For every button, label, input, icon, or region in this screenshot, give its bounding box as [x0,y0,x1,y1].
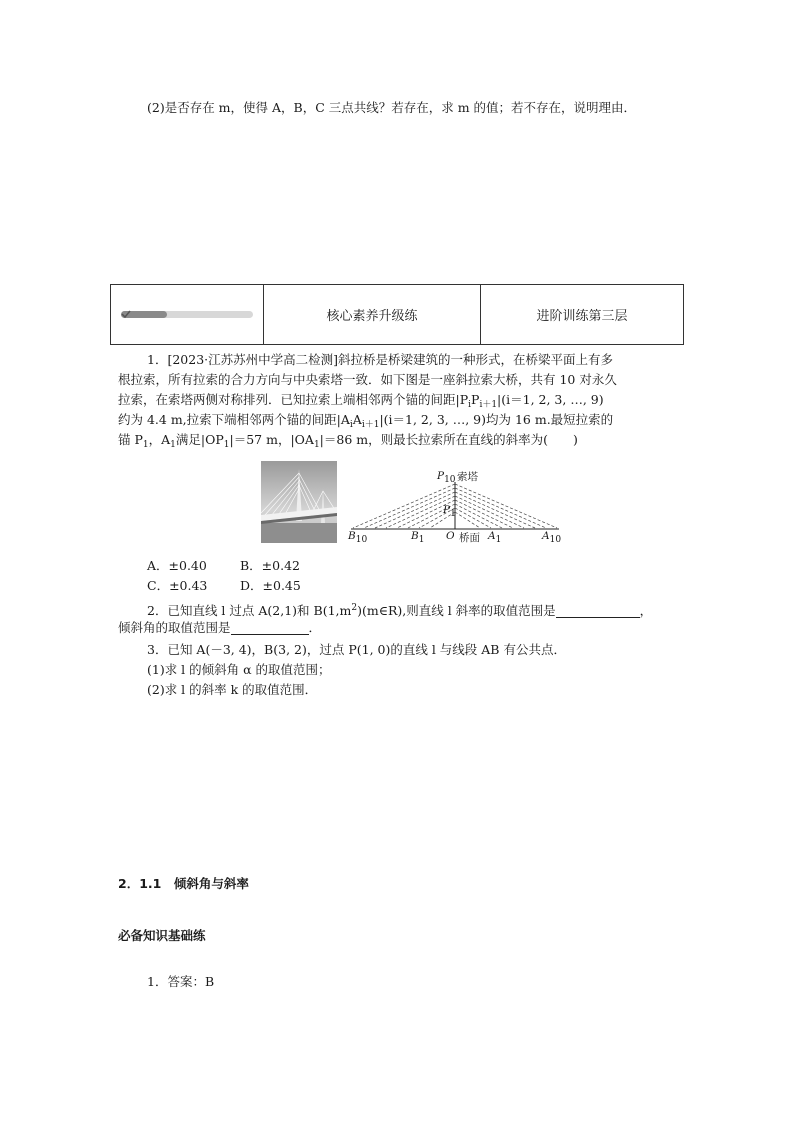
cable-diagram [345,468,565,546]
p3-line-2: (1)求 l 的倾斜角 α 的取值范围； [147,662,331,677]
p1-line-4: 约为 4.4 m,拉索下端相邻两个锚的间距$|A_iA_{i+1}|(i=1$, 2, 3, …, 9)均为 16 m.最短拉索的 [118,412,614,430]
choice-d: D．±0.45 [240,578,301,593]
label-deck: 桥面 [459,532,480,544]
progress-bar-icon [117,308,257,322]
choice-a: A．±0.40 [147,558,207,573]
answer-section-title: 2．1.1 倾斜角与斜率 [118,876,249,891]
p1-line-1: 1．[2023·江苏苏州中学高二检测]斜拉桥是桥梁建筑的一种形式，在桥梁平面上有多 [147,352,613,367]
p3-line-1: 3．已知 A(－3, 4)，B(3, 2)，过点 P(1, 0)的直线 l 与线段 AB 有公共点． [147,642,566,657]
answer-blank-2 [231,620,309,635]
p2-line-1: 2．已知直线 l 过点 A(2,1)和 $B(1,m^2)(m\in R)$,则直线 l 斜率的取值范围是 ， [147,603,653,618]
choice-c: C．±0.43 [147,578,208,593]
label-a10: A10 [542,530,562,545]
p1-line-2: 根拉索，所有拉索的合力方向与中央索塔一致．如下图是一座斜拉索大桥，共有 10 对永久 [118,372,617,387]
banner-level: 进阶训练第三层 [536,309,628,324]
label-p1: P1 [443,504,456,519]
answer-subsection-title: 必备知识基础练 [118,928,206,943]
label-tower: 索塔 [457,471,478,483]
label-o: O [446,530,455,542]
progress-graphic [111,285,264,344]
p2-line-2: 倾斜角的取值范围是 ． [118,620,322,635]
label-a1: A1 [488,530,502,545]
choice-b: B．±0.42 [240,558,300,573]
question-2-part-2: (2)是否存在 m，使得 A，B，C 三点共线？若存在，求 m 的值；若不存在，说明理由． [147,100,637,115]
answer-1: 1．答案：B [147,974,215,989]
label-p10: P10 [437,470,456,485]
answer-blank-1 [556,603,640,618]
bridge-photo-image [261,461,337,543]
p1-line-3: 拉索，在索塔两侧对称排列．已知拉索上端相邻两个锚的间距$|P_iP_{i+1}|(i=1$, 2, 3, …, 9) [118,392,604,410]
section-banner [110,284,684,345]
bridge-photo [261,461,337,543]
banner-title: 核心素养升级练 [264,285,481,344]
p1-line-5: 锚 $P_1$，$A_1$满足$|OP_1|=57$ m，$|OA_1|=86$ m，则最长拉索所在直线的斜率为( ) [118,432,578,450]
label-b1: B1 [411,530,425,545]
p3-line-3: (2)求 l 的斜率 k 的取值范围． [147,682,318,697]
label-b10: B10 [348,530,368,545]
